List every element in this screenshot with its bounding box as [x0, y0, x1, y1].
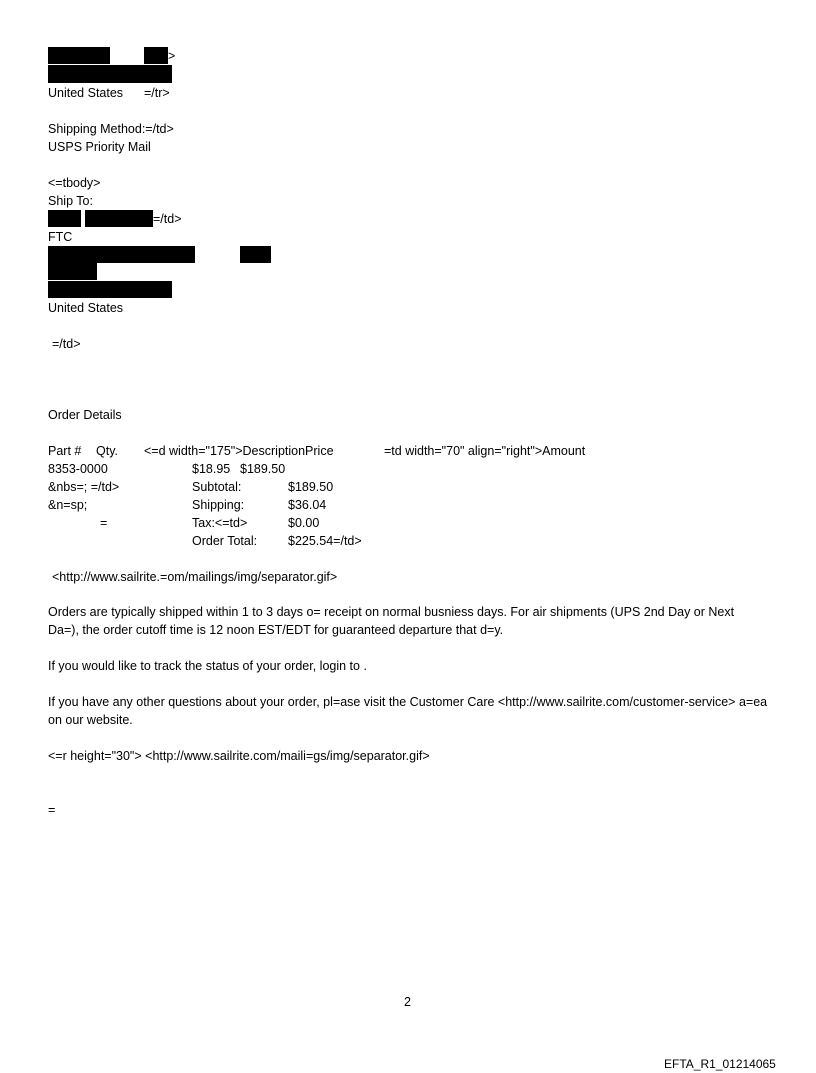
- redaction-block: [144, 47, 168, 64]
- subtotal-value: $189.50: [288, 480, 334, 494]
- order-total-value: $225.54=/td>: [288, 534, 362, 548]
- item-part-number: 8353-0000: [48, 462, 108, 476]
- item-amount: $189.50: [240, 462, 286, 476]
- shipping-label: Shipping:: [192, 498, 245, 512]
- redaction-block: [48, 47, 110, 64]
- markup-fragment: =/td>: [52, 337, 81, 351]
- customer-care-paragraph: If you have any other questions about your order, pl=ase visit the Customer Care <http://www.sailrite.com/customer-service> a=ea on our website.: [48, 695, 768, 727]
- separator-link: <http://www.sailrite.=om/mailings/img/separator.gif>: [52, 570, 338, 584]
- separator-link: <=r height="30"> <http://www.sailrite.com/maili=gs/img/separator.gif>: [48, 749, 430, 763]
- item-price: $18.95: [192, 462, 231, 476]
- redaction-block: [240, 246, 271, 263]
- redaction-block: [48, 263, 97, 280]
- ship-to-company: FTC: [48, 230, 73, 244]
- column-header-part: Part #: [48, 444, 82, 458]
- ship-to-label: Ship To:: [48, 194, 93, 208]
- column-header-description-price: <=d width="175">DescriptionPrice: [144, 444, 334, 458]
- redaction-block: [85, 210, 153, 227]
- totals-row-left: &n=sp;: [48, 498, 88, 512]
- redaction-block: [48, 281, 172, 298]
- trailing-fragment: =: [48, 803, 56, 817]
- page-number: 2: [404, 995, 411, 1009]
- shipping-policy-paragraph: Orders are typically shipped within 1 to 3 days o= receipt on normal busniess days. For air shipments (UPS 2nd Day or Next Da=), the order cutoff time is 12 noon EST/EDT for guaranteed departure that d=y.: [48, 605, 735, 637]
- redaction-block: [48, 210, 81, 227]
- shipping-value: $36.04: [288, 498, 327, 512]
- shipping-method-label: Shipping Method:=/td>: [48, 122, 174, 136]
- markup-fragment: =/tr>: [144, 86, 170, 100]
- order-total-label: Order Total:: [192, 534, 258, 548]
- shipping-method-value: USPS Priority Mail: [48, 140, 151, 154]
- subtotal-label: Subtotal:: [192, 480, 242, 494]
- document-id: EFTA_R1_01214065: [664, 1057, 776, 1071]
- column-header-qty: Qty.: [96, 444, 118, 458]
- markup-fragment: <=tbody>: [48, 176, 101, 190]
- track-order-paragraph: If you would like to track the status of your order, login to .: [48, 659, 367, 673]
- country-text: United States: [48, 86, 124, 100]
- column-header-amount: =td width="70" align="right">Amount: [384, 444, 586, 458]
- redaction-block: [48, 65, 172, 83]
- tax-label: Tax:<=td>: [192, 516, 248, 530]
- fragment-text: >: [168, 49, 176, 63]
- ship-to-country: United States: [48, 301, 124, 315]
- markup-fragment: =/td>: [153, 212, 182, 226]
- totals-row-left: =: [100, 516, 108, 530]
- totals-row-left: &nbs=; =/td>: [48, 480, 120, 494]
- redaction-block: [48, 246, 195, 263]
- tax-value: $0.00: [288, 516, 320, 530]
- order-details-heading: Order Details: [48, 408, 122, 422]
